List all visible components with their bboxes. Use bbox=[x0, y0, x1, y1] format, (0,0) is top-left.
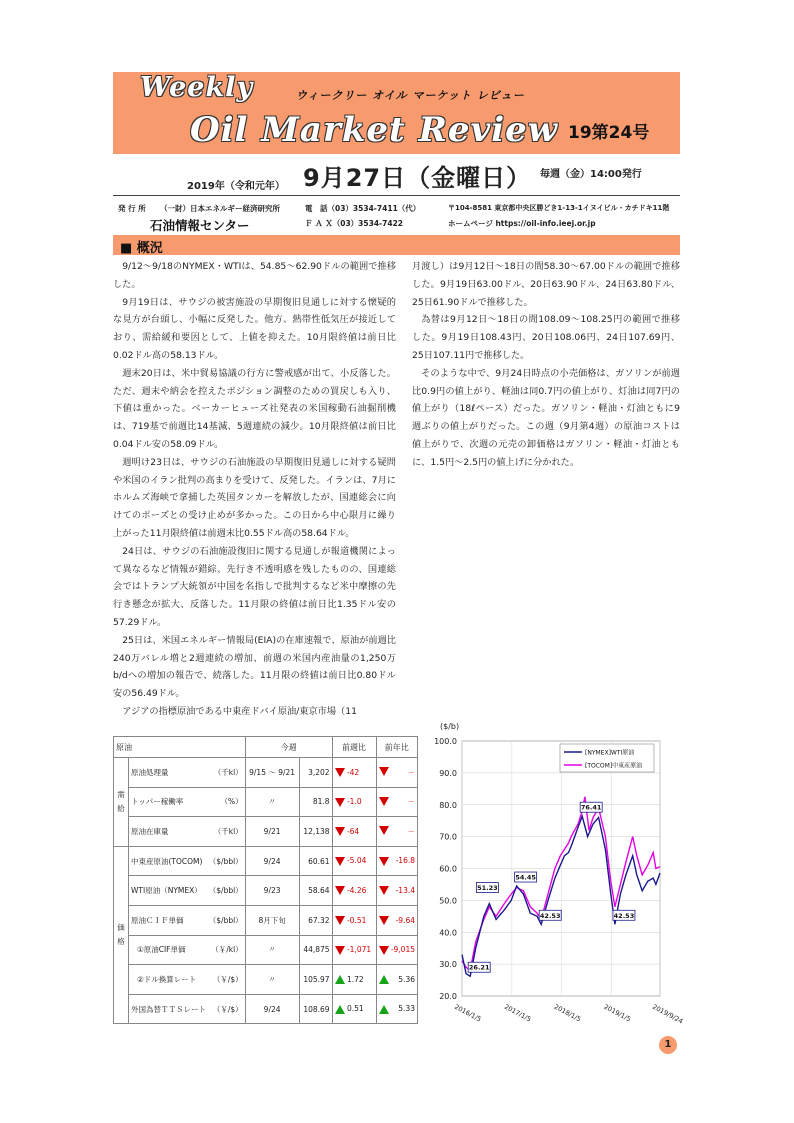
row-period: 〃 bbox=[245, 965, 299, 995]
right-column bbox=[412, 258, 680, 472]
row-item: 外国為替ＴＴＳレート （￥/$） bbox=[129, 994, 246, 1024]
row-yoy: 5.33 bbox=[376, 994, 417, 1024]
y-tick-label: 30.0 bbox=[439, 960, 457, 970]
row-yoy: － bbox=[376, 787, 417, 817]
x-tick-label: 2016/1/5 bbox=[453, 1002, 483, 1024]
row-wow: -5.04 bbox=[332, 846, 376, 876]
paragraph: 9月19日は、サウジの被害施設の早期復旧見通しに対する懐疑的な見方が台頭し、小幅に反発した。他方、熱帯性低気圧が接近しており、需給緩和要因として、上値を抑えた。10月限終値は前日比0.02ドル高の58.13ドル。 bbox=[113, 296, 396, 361]
row-value: 3,202 bbox=[299, 758, 332, 788]
row-value: 105.97 bbox=[299, 965, 332, 995]
row-period: 9/15 ～ 9/21 bbox=[245, 758, 299, 788]
row-yoy: 5.36 bbox=[376, 965, 417, 995]
row-item: 原油処理量 （千kl） bbox=[129, 758, 246, 788]
row-yoy: -13.4 bbox=[376, 876, 417, 906]
paragraph: 週明け23日は、サウジの石油施設の早期復旧見通しに対する疑問や米国のイラン批判の高まりを受けて、反発した。イランは、7月にホルムズ海峡で拿捕した英国タンカーを解放したが、国連総会に向けてのポーズとの受け止めが多かった。この日から中心限月に繰り上がった11月限終値は前週末比0.55ドル高の58.64ドル。 bbox=[113, 456, 396, 539]
table-row bbox=[114, 965, 418, 995]
legend-entry: [TOCOM]中東産原油 bbox=[585, 762, 643, 770]
down-triangle-icon bbox=[335, 798, 345, 807]
row-period: 9/24 bbox=[245, 846, 299, 876]
row-wow: -4.26 bbox=[332, 876, 376, 906]
up-triangle-icon bbox=[335, 975, 345, 984]
down-triangle-icon bbox=[335, 857, 345, 866]
table-header-wow: 前週比 bbox=[332, 737, 376, 758]
paragraph: 9/12～9/18のNYMEX・WTIは、54.85～62.90ドルの範囲で推移した。 bbox=[113, 261, 396, 290]
group-price: 価格 bbox=[114, 846, 129, 1024]
table-row bbox=[114, 994, 418, 1024]
paragraph: アジアの指標原油である中東産ドバイ原油/東京市場（11 bbox=[122, 705, 357, 717]
row-value: 58.64 bbox=[299, 876, 332, 906]
down-triangle-icon bbox=[335, 946, 345, 955]
table-header-yoy: 前年比 bbox=[376, 737, 417, 758]
row-item: トッパー稼働率 （%） bbox=[129, 787, 246, 817]
down-triangle-icon bbox=[379, 946, 389, 955]
down-triangle-icon bbox=[379, 826, 389, 835]
masthead-jp-title: ウィークリー オイル マーケット レビュー bbox=[296, 89, 525, 102]
down-triangle-icon bbox=[379, 767, 389, 776]
row-item: 原油在庫量 （千kl） bbox=[129, 817, 246, 847]
table-row bbox=[114, 846, 418, 876]
row-value: 44,875 bbox=[299, 935, 332, 965]
chart-ylabel: ($/b) bbox=[440, 722, 460, 731]
row-item: 原油ＣＩＦ単価 （$/bbl） bbox=[129, 905, 246, 935]
row-yoy: -16.8 bbox=[376, 846, 417, 876]
y-tick-label: 90.0 bbox=[439, 768, 457, 778]
data-label bbox=[468, 962, 490, 972]
table-header-this-week: 今週 bbox=[245, 737, 332, 758]
market-data-table bbox=[113, 736, 418, 1024]
homepage-link[interactable]: ホームページ https://oil-info.ieej.or.jp bbox=[448, 219, 596, 228]
x-tick-label: 2018/1/5 bbox=[552, 1002, 583, 1024]
table-row bbox=[114, 935, 418, 965]
y-tick-label: 100.0 bbox=[434, 737, 457, 746]
y-tick-label: 60.0 bbox=[439, 864, 457, 874]
x-tick-label: 2019/1/5 bbox=[602, 1002, 633, 1024]
masthead-weekly: Weekly bbox=[140, 72, 254, 103]
row-yoy: － bbox=[376, 817, 417, 847]
down-triangle-icon bbox=[379, 797, 389, 806]
up-triangle-icon bbox=[379, 975, 389, 984]
svg-text:42.53: 42.53 bbox=[613, 911, 635, 920]
section-bar bbox=[113, 235, 680, 255]
row-wow: -1,071 bbox=[332, 935, 376, 965]
paragraph: 月渡し）は9月12日～18日の間58.30～67.00ドルの範囲で推移した。9月19日63.00ドル、20日63.90ドル、24日63.80ドル、25日61.90ドルで推移した。 bbox=[412, 261, 680, 308]
row-period: 〃 bbox=[245, 935, 299, 965]
row-period: 9/24 bbox=[245, 994, 299, 1024]
issue-year: 2019年（令和元年） bbox=[187, 181, 285, 192]
x-tick-label: 2019/9/24 bbox=[651, 1002, 685, 1026]
row-value: 81.8 bbox=[299, 787, 332, 817]
down-triangle-icon bbox=[335, 916, 345, 925]
y-tick-label: 50.0 bbox=[439, 896, 457, 906]
down-triangle-icon bbox=[335, 768, 345, 777]
row-item: WTI原油（NYMEX） （$/bbl） bbox=[129, 876, 246, 906]
row-wow: -42 bbox=[332, 758, 376, 788]
data-label bbox=[613, 910, 635, 920]
up-triangle-icon bbox=[335, 1005, 345, 1014]
issue-frequency: 毎週（金）14:00発行 bbox=[540, 169, 642, 180]
masthead-title: Oil Market Review bbox=[190, 110, 559, 150]
down-triangle-icon bbox=[379, 857, 389, 866]
page-number: 1 bbox=[659, 1036, 677, 1054]
row-wow: -64 bbox=[332, 817, 376, 847]
data-label bbox=[476, 883, 498, 893]
center-name: 石油情報センター bbox=[150, 218, 250, 233]
oil-price-chart bbox=[420, 716, 690, 1026]
y-tick-label: 70.0 bbox=[439, 832, 457, 842]
paragraph: 25日は、米国エネルギー情報局(EIA)の在庫速報で、原油が前週比240万バレル増と2週連続の増加、前週の米国内産油量の1,250万b/dへの増加の報告で、続落した。11月限の終値は前日比0.80ドル安の56.49ドル。 bbox=[113, 634, 396, 700]
y-tick-label: 80.0 bbox=[439, 800, 457, 810]
down-triangle-icon bbox=[379, 886, 389, 895]
data-label bbox=[539, 910, 561, 920]
row-wow: -0.51 bbox=[332, 905, 376, 935]
telephone: 電 話（03）3534-7411（代） bbox=[305, 204, 421, 213]
x-tick-label: 2017/1/5 bbox=[502, 1002, 533, 1024]
paragraph: 為替は9月12日～18日の間108.09～108.25円の範囲で推移した。9月19日108.43円、20日108.06円、24日107.69円、25日107.11円で推移した。 bbox=[412, 314, 680, 361]
svg-text:42.53: 42.53 bbox=[539, 911, 561, 920]
down-triangle-icon bbox=[335, 827, 345, 836]
paragraph: 週末20日は、米中貿易協議の行方に警戒感が出て、小反落した。ただ、週末や納会を控えたポジション調整のための買戻しも入り、下値は重かった。ベーカーヒューズ社発表の米国稼動石油掘削機は、719基で前週比14基減、5週連続の減少。10月限終値は前日比0.04ドル安の58.09ドル。 bbox=[113, 367, 396, 450]
row-period: 9/21 bbox=[245, 817, 299, 847]
row-item: ②ドル換算レート （￥/$） bbox=[129, 965, 246, 995]
address: 〒104-8581 東京都中央区勝どき1-13-1イヌイビル・カチドキ11階 bbox=[448, 204, 670, 212]
row-value: 108.69 bbox=[299, 994, 332, 1024]
down-triangle-icon bbox=[379, 916, 389, 925]
publisher-label: 発 行 所 bbox=[118, 204, 146, 213]
up-triangle-icon bbox=[379, 1005, 389, 1014]
section-title: ■ 概況 bbox=[120, 241, 163, 256]
row-yoy: -9,015 bbox=[376, 935, 417, 965]
y-tick-label: 20.0 bbox=[439, 992, 457, 1001]
row-wow: 0.51 bbox=[332, 994, 376, 1024]
y-tick-label: 40.0 bbox=[439, 928, 457, 938]
table-row bbox=[114, 758, 418, 788]
row-wow: 1.72 bbox=[332, 965, 376, 995]
svg-text:76.41: 76.41 bbox=[580, 803, 602, 812]
issue-number: 19第24号 bbox=[568, 123, 650, 143]
row-period: 8月下旬 bbox=[245, 905, 299, 935]
svg-text:54.45: 54.45 bbox=[515, 873, 536, 882]
paragraph: 24日は、サウジの石油施設復旧に関する見通しが報道機関によって異なるなど情報が錯綜、先行き不透明感を残したものの、国連総会ではトランプ大統領が中国を名指しで批判するなど米中摩擦の先行き懸念が拡大、反落した。11月限の終値は前日比1.35ドル安の57.29ドル。 bbox=[113, 545, 396, 628]
row-period: 〃 bbox=[245, 787, 299, 817]
data-label bbox=[515, 872, 537, 882]
svg-text:51.23: 51.23 bbox=[477, 884, 498, 893]
table-row bbox=[114, 787, 418, 817]
row-yoy: － bbox=[376, 758, 417, 788]
row-wow: -1.0 bbox=[332, 787, 376, 817]
row-value: 60.61 bbox=[299, 846, 332, 876]
left-column bbox=[113, 258, 396, 721]
table-row bbox=[114, 905, 418, 935]
table-row bbox=[114, 876, 418, 906]
publisher-name: （一財）日本エネルギー経済研究所 bbox=[160, 204, 280, 213]
row-item: 中東産原油(TOCOM) （$/bbl） bbox=[129, 846, 246, 876]
paragraph: そのような中で、9月24日時点の小売価格は、ガソリンが前週比0.9円の値上がり、軽油は同0.7円の値上がり、灯油は同7円の値上がり（18ℓペース）だった。ガソリン・軽油・灯油ともに9週ぶりの値上がりだった。この週（9月第4週）の原油コストは値上がりで、次週の元売の卸価格はガソリン・軽油・灯油ともに、1.5円～2.5円の値上げに分かれた。 bbox=[412, 367, 680, 468]
row-yoy: -9.64 bbox=[376, 905, 417, 935]
fax: Ｆ Ａ Ｘ（03）3534-7422 bbox=[305, 219, 404, 228]
group-supply: 需給 bbox=[114, 758, 129, 847]
table-row bbox=[114, 817, 418, 847]
down-triangle-icon bbox=[335, 886, 345, 895]
header-divider bbox=[113, 195, 680, 196]
issue-date: 9月27日（金曜日） bbox=[303, 164, 532, 192]
row-value: 12,138 bbox=[299, 817, 332, 847]
row-item: ①原油CIF単価 （￥/kl） bbox=[129, 935, 246, 965]
svg-text:26.21: 26.21 bbox=[468, 963, 490, 972]
row-period: 9/23 bbox=[245, 876, 299, 906]
table-header-item: 原油 bbox=[114, 737, 246, 758]
row-value: 67.32 bbox=[299, 905, 332, 935]
legend-entry: [NYMEX]WTI原油 bbox=[585, 749, 635, 757]
data-label bbox=[580, 802, 602, 812]
